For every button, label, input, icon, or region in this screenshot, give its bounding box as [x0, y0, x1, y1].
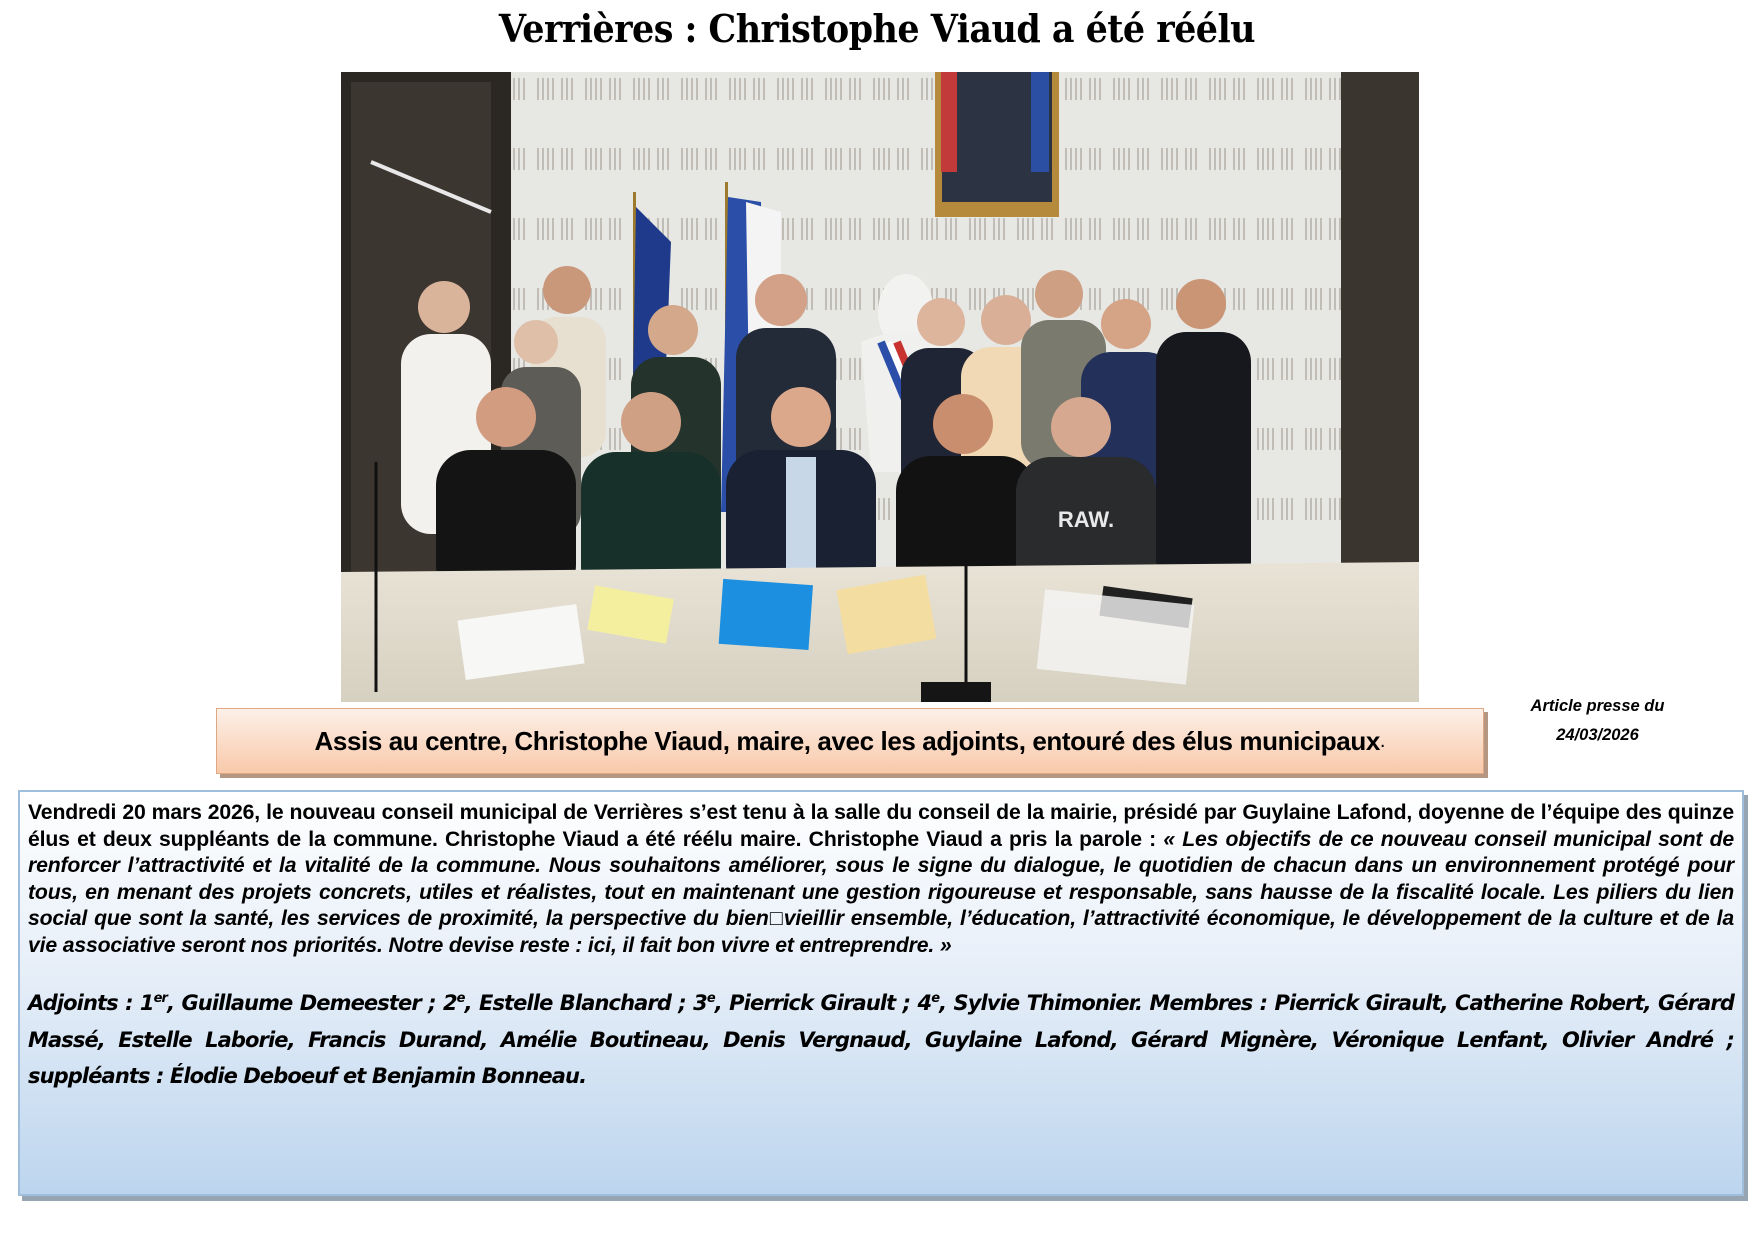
- photo-shirt-text: RAW.: [1057, 507, 1115, 532]
- adjoint-rank-2-suffix: e: [456, 991, 465, 1006]
- adjoints-label: Adjoints :: [28, 991, 140, 1015]
- caption-period: .: [1379, 729, 1386, 752]
- adjoint-rank-4: 4: [917, 991, 932, 1015]
- caption-text: Assis au centre, Christophe Viaud, maire, avec les adjoints, entouré des élus municipaux: [314, 725, 1380, 756]
- mayor-quote: « Les objectifs de ce nouveau conseil municipal sont de renforcer l’attractivité et la vitalité de la commune. Nous souhaitons améliorer, sous le signe du dialogue, le quotidien de chacun dans un environnement protégé pour tous, en menant des projets concrets, utiles et réalistes, tout en maintenant une gestion rigoureuse et responsable, sans hausse de la fiscalité locale. Les piliers du lien social que sont la santé, les services de proximité, la perspective du bien□vieillir ensemble, l’éducation, l’attractivité économique, le développement de la culture et de la vie associative seront nos priorités. Notre devise reste : ici, il fait bon vivre et entreprendre. »: [28, 827, 1735, 957]
- adjoint-name-2: , Estelle Blanchard ;: [464, 991, 694, 1015]
- photo-caption: [216, 708, 1484, 774]
- adjoint-rank-2: 2: [442, 991, 457, 1015]
- date-note-label: Article presse du: [1530, 697, 1665, 715]
- article-paragraph-members: [28, 985, 1734, 1095]
- article-paragraph-intro: [28, 800, 1734, 959]
- article-date-note: [1500, 692, 1695, 750]
- adjoint-name-4: , Sylvie Thimonier.: [939, 991, 1150, 1015]
- date-note-date: 24/03/2026: [1556, 726, 1639, 744]
- page-title: Verrières : Christophe Viaud a été réélu: [498, 6, 1256, 51]
- adjoint-rank-1-suffix: er: [153, 991, 168, 1006]
- article-text-box: [18, 790, 1744, 1196]
- adjoint-name-1: , Guillaume Demeester ;: [167, 991, 443, 1015]
- intro-text: Vendredi 20 mars 2026, le nouveau conseil municipal de Verrières s’est tenu à la salle du conseil de la mairie, présidé par Guylaine Lafond, doyenne de l’équipe des quinze élus et deux suppléants de la commune. Christophe Viaud a été réélu maire. Christophe Viaud a pris la parole :: [28, 801, 1734, 851]
- adjoint-rank-3: 3: [693, 991, 707, 1015]
- adjoint-name-3: , Pierrick Girault ;: [714, 991, 918, 1015]
- members-list: Membres : Pierrick Girault, Catherine Robert, Gérard Massé, Estelle Laborie, Francis Durand, Amélie Boutineau, Denis Vergnaud, Guylaine Lafond, Gérard Mignère, Véronique Lenfant, Olivier André ; suppléants : Élodie Deboeuf et Benjamin Bonneau.: [28, 991, 1735, 1088]
- adjoint-rank-3-suffix: e: [706, 991, 715, 1006]
- adjoint-rank-1: 1: [139, 991, 154, 1015]
- adjoint-rank-4-suffix: e: [931, 991, 940, 1006]
- council-group-photo: [341, 72, 1419, 702]
